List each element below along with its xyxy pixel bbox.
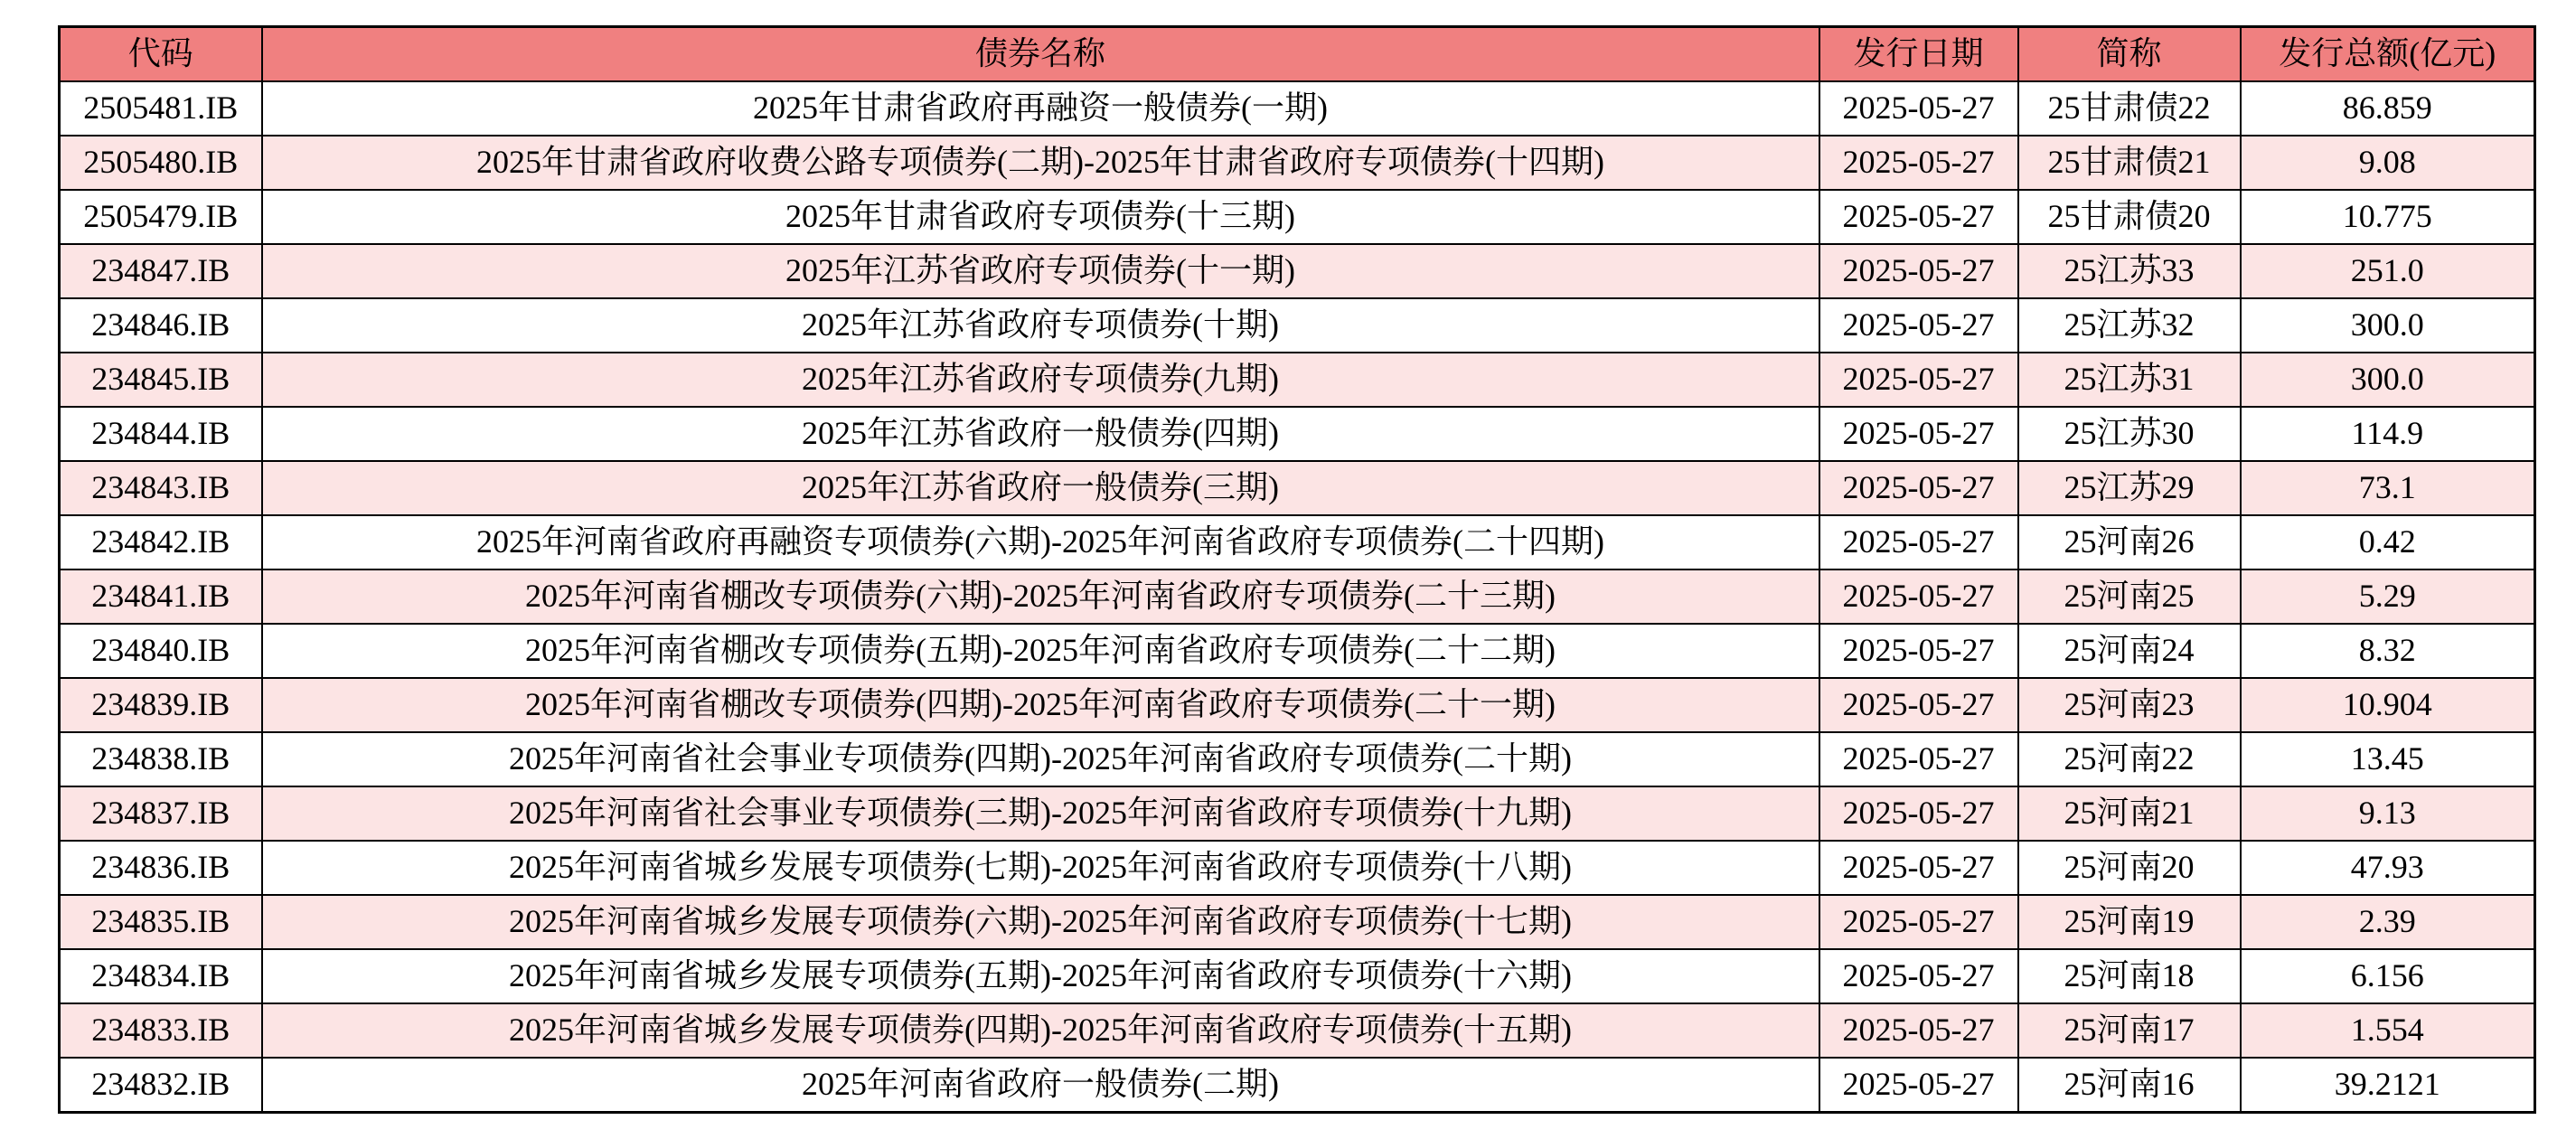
table-row	[60, 624, 2535, 678]
short-name-cell: 25河南19	[2018, 895, 2241, 949]
issue-amount-cell: 47.93	[2241, 841, 2535, 895]
short-name-cell: 25江苏30	[2018, 407, 2241, 461]
table-header-row	[60, 27, 2535, 82]
bond-name-cell: 2025年江苏省政府一般债券(三期)	[262, 461, 1819, 515]
issue-amount-cell: 86.859	[2241, 81, 2535, 136]
bond-code-cell: 234840.IB	[60, 624, 262, 678]
issue-date-cell: 2025-05-27	[1819, 353, 2018, 407]
bond-name-cell: 2025年江苏省政府专项债券(十一期)	[262, 244, 1819, 298]
table-row	[60, 895, 2535, 949]
table-row	[60, 244, 2535, 298]
issue-date-cell: 2025-05-27	[1819, 841, 2018, 895]
bond-code-cell: 234844.IB	[60, 407, 262, 461]
bond-code-cell: 234834.IB	[60, 949, 262, 1003]
short-name-cell: 25河南22	[2018, 732, 2241, 786]
table-header	[60, 27, 2535, 82]
issue-amount-cell: 5.29	[2241, 570, 2535, 624]
issue-date-cell: 2025-05-27	[1819, 624, 2018, 678]
table-row	[60, 461, 2535, 515]
issue-amount-cell: 10.775	[2241, 190, 2535, 244]
issue-amount-cell: 0.42	[2241, 515, 2535, 570]
issue-date-cell: 2025-05-27	[1819, 407, 2018, 461]
short-name-cell: 25江苏31	[2018, 353, 2241, 407]
bond-name-cell: 2025年江苏省政府专项债券(十期)	[262, 298, 1819, 353]
issue-date-cell: 2025-05-27	[1819, 949, 2018, 1003]
issue-date-cell: 2025-05-27	[1819, 81, 2018, 136]
table-row	[60, 515, 2535, 570]
issue-amount-cell: 300.0	[2241, 353, 2535, 407]
bond-name-cell: 2025年甘肃省政府专项债券(十三期)	[262, 190, 1819, 244]
table-row	[60, 949, 2535, 1003]
bond-code-cell: 234839.IB	[60, 678, 262, 732]
bond-code-cell: 234835.IB	[60, 895, 262, 949]
bond-code-cell: 234836.IB	[60, 841, 262, 895]
issue-date-cell: 2025-05-27	[1819, 136, 2018, 190]
bond-name-cell: 2025年河南省城乡发展专项债券(六期)-2025年河南省政府专项债券(十七期)	[262, 895, 1819, 949]
issue-amount-cell: 2.39	[2241, 895, 2535, 949]
issue-date-cell: 2025-05-27	[1819, 244, 2018, 298]
issue-amount-cell: 9.08	[2241, 136, 2535, 190]
issue-amount-cell: 114.9	[2241, 407, 2535, 461]
bond-name-cell: 2025年河南省棚改专项债券(六期)-2025年河南省政府专项债券(二十三期)	[262, 570, 1819, 624]
bond-code-cell: 2505481.IB	[60, 81, 262, 136]
issue-date-cell: 2025-05-27	[1819, 895, 2018, 949]
column-header-short-name: 简称	[2018, 27, 2241, 82]
bond-name-cell: 2025年河南省城乡发展专项债券(七期)-2025年河南省政府专项债券(十八期)	[262, 841, 1819, 895]
table-row	[60, 407, 2535, 461]
issue-date-cell: 2025-05-27	[1819, 298, 2018, 353]
bond-name-cell: 2025年江苏省政府一般债券(四期)	[262, 407, 1819, 461]
issue-date-cell: 2025-05-27	[1819, 1003, 2018, 1058]
bond-code-cell: 234843.IB	[60, 461, 262, 515]
bond-code-cell: 234845.IB	[60, 353, 262, 407]
bond-name-cell: 2025年甘肃省政府再融资一般债券(一期)	[262, 81, 1819, 136]
short-name-cell: 25河南26	[2018, 515, 2241, 570]
issue-amount-cell: 6.156	[2241, 949, 2535, 1003]
bond-name-cell: 2025年河南省棚改专项债券(五期)-2025年河南省政府专项债券(二十二期)	[262, 624, 1819, 678]
issue-amount-cell: 251.0	[2241, 244, 2535, 298]
column-header-code: 代码	[60, 27, 262, 82]
issue-date-cell: 2025-05-27	[1819, 786, 2018, 841]
issue-date-cell: 2025-05-27	[1819, 461, 2018, 515]
bond-code-cell: 234833.IB	[60, 1003, 262, 1058]
bond-code-cell: 2505479.IB	[60, 190, 262, 244]
table-row	[60, 678, 2535, 732]
short-name-cell: 25甘肃债22	[2018, 81, 2241, 136]
short-name-cell: 25江苏33	[2018, 244, 2241, 298]
issue-date-cell: 2025-05-27	[1819, 732, 2018, 786]
issue-date-cell: 2025-05-27	[1819, 570, 2018, 624]
issue-amount-cell: 1.554	[2241, 1003, 2535, 1058]
table-row	[60, 298, 2535, 353]
table-row	[60, 732, 2535, 786]
issue-date-cell: 2025-05-27	[1819, 515, 2018, 570]
bond-code-cell: 2505480.IB	[60, 136, 262, 190]
short-name-cell: 25河南24	[2018, 624, 2241, 678]
issue-amount-cell: 8.32	[2241, 624, 2535, 678]
short-name-cell: 25江苏32	[2018, 298, 2241, 353]
bond-code-cell: 234837.IB	[60, 786, 262, 841]
issue-amount-cell: 300.0	[2241, 298, 2535, 353]
short-name-cell: 25河南17	[2018, 1003, 2241, 1058]
table-row	[60, 136, 2535, 190]
short-name-cell: 25河南20	[2018, 841, 2241, 895]
issue-date-cell: 2025-05-27	[1819, 1058, 2018, 1113]
table-row	[60, 190, 2535, 244]
short-name-cell: 25河南18	[2018, 949, 2241, 1003]
table-row	[60, 570, 2535, 624]
issue-amount-cell: 39.2121	[2241, 1058, 2535, 1113]
bond-code-cell: 234841.IB	[60, 570, 262, 624]
table-row	[60, 81, 2535, 136]
table-body	[60, 81, 2535, 1113]
bond-code-cell: 234832.IB	[60, 1058, 262, 1113]
column-header-issue-date: 发行日期	[1819, 27, 2018, 82]
bond-issuance-table	[58, 25, 2536, 1114]
bond-name-cell: 2025年河南省政府一般债券(二期)	[262, 1058, 1819, 1113]
short-name-cell: 25甘肃债20	[2018, 190, 2241, 244]
bond-name-cell: 2025年甘肃省政府收费公路专项债券(二期)-2025年甘肃省政府专项债券(十四期)	[262, 136, 1819, 190]
short-name-cell: 25甘肃债21	[2018, 136, 2241, 190]
table-row	[60, 1003, 2535, 1058]
bond-name-cell: 2025年河南省社会事业专项债券(四期)-2025年河南省政府专项债券(二十期)	[262, 732, 1819, 786]
column-header-issue-amount: 发行总额(亿元)	[2241, 27, 2535, 82]
issue-amount-cell: 13.45	[2241, 732, 2535, 786]
bond-code-cell: 234847.IB	[60, 244, 262, 298]
issue-amount-cell: 9.13	[2241, 786, 2535, 841]
table-row	[60, 841, 2535, 895]
bond-name-cell: 2025年河南省政府再融资专项债券(六期)-2025年河南省政府专项债券(二十四期)	[262, 515, 1819, 570]
short-name-cell: 25江苏29	[2018, 461, 2241, 515]
bond-name-cell: 2025年江苏省政府专项债券(九期)	[262, 353, 1819, 407]
short-name-cell: 25河南23	[2018, 678, 2241, 732]
bond-name-cell: 2025年河南省棚改专项债券(四期)-2025年河南省政府专项债券(二十一期)	[262, 678, 1819, 732]
table-row	[60, 786, 2535, 841]
bond-code-cell: 234842.IB	[60, 515, 262, 570]
issue-date-cell: 2025-05-27	[1819, 190, 2018, 244]
bond-name-cell: 2025年河南省城乡发展专项债券(五期)-2025年河南省政府专项债券(十六期)	[262, 949, 1819, 1003]
issue-date-cell: 2025-05-27	[1819, 678, 2018, 732]
bond-code-cell: 234838.IB	[60, 732, 262, 786]
table-row	[60, 1058, 2535, 1113]
issue-amount-cell: 73.1	[2241, 461, 2535, 515]
column-header-bond-name: 债券名称	[262, 27, 1819, 82]
table-row	[60, 353, 2535, 407]
issue-amount-cell: 10.904	[2241, 678, 2535, 732]
short-name-cell: 25河南25	[2018, 570, 2241, 624]
short-name-cell: 25河南21	[2018, 786, 2241, 841]
short-name-cell: 25河南16	[2018, 1058, 2241, 1113]
bond-code-cell: 234846.IB	[60, 298, 262, 353]
bond-name-cell: 2025年河南省社会事业专项债券(三期)-2025年河南省政府专项债券(十九期)	[262, 786, 1819, 841]
bond-name-cell: 2025年河南省城乡发展专项债券(四期)-2025年河南省政府专项债券(十五期)	[262, 1003, 1819, 1058]
